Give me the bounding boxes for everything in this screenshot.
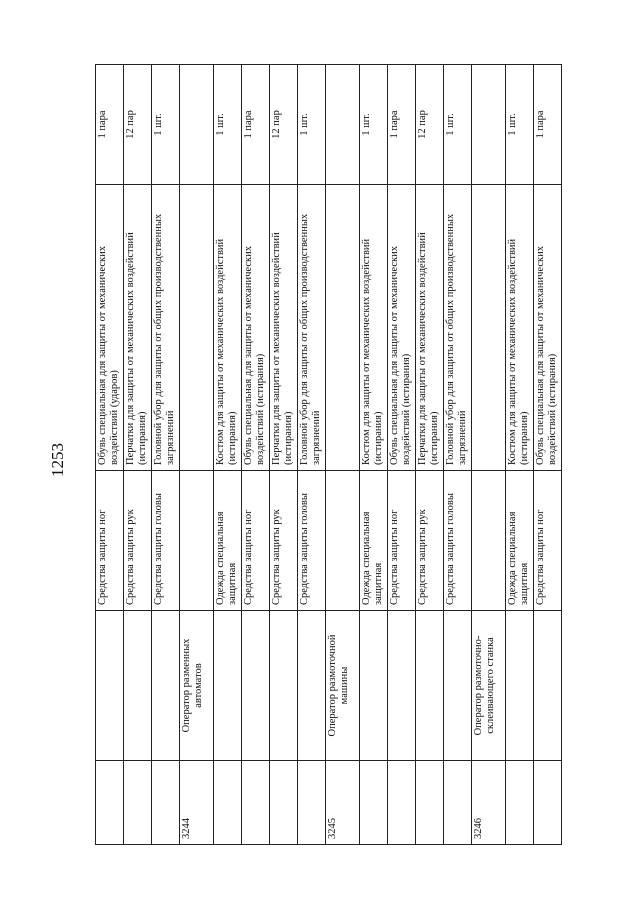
quantity-cell: 1 шт. [214, 65, 242, 185]
profession-cell [360, 611, 388, 761]
quantity-cell: 1 пара [96, 65, 124, 185]
code-cell [242, 761, 270, 845]
category-cell: Средства защиты ног [534, 471, 562, 611]
code-cell [506, 761, 534, 845]
quantity-cell: 1 шт. [360, 65, 388, 185]
item-cell [326, 185, 360, 471]
category-cell: Средства защиты рук [270, 471, 298, 611]
table-row [180, 65, 214, 845]
code-cell [388, 761, 416, 845]
quantity-cell [326, 65, 360, 185]
item-cell: Обувь специальная для защиты от механических воздействий (истирания) [534, 185, 562, 471]
item-cell: Головной убор для защиты от общих производственных загрязнений [298, 185, 326, 471]
item-cell: Обувь специальная для защиты от механических воздействий (истирания) [388, 185, 416, 471]
category-cell: Одежда специальная защитная [506, 471, 534, 611]
item-cell: Головной убор для защиты от общих производственных загрязнений [444, 185, 472, 471]
profession-cell [270, 611, 298, 761]
category-cell: Средства защиты ног [242, 471, 270, 611]
item-cell [180, 185, 214, 471]
table-row [416, 65, 444, 845]
quantity-cell [472, 65, 506, 185]
quantity-cell: 1 шт. [444, 65, 472, 185]
table-row [472, 65, 506, 845]
category-cell: Средства защиты рук [416, 471, 444, 611]
code-cell [96, 761, 124, 845]
item-cell: Перчатки для защиты от механических воздействий (истирания) [270, 185, 298, 471]
profession-cell [444, 611, 472, 761]
category-cell: Одежда специальная защитная [360, 471, 388, 611]
code-cell [270, 761, 298, 845]
table-row [388, 65, 416, 845]
category-cell: Одежда специальная защитная [214, 471, 242, 611]
profession-cell [96, 611, 124, 761]
item-cell: Костюм для защиты от механических воздействий (истирания) [506, 185, 534, 471]
quantity-cell: 1 шт. [298, 65, 326, 185]
profession-cell: Оператор размоточной машины [326, 611, 360, 761]
code-cell [360, 761, 388, 845]
item-cell: Перчатки для защиты от механических воздействий (истирания) [416, 185, 444, 471]
item-cell: Костюм для защиты от механических воздействий (истирания) [214, 185, 242, 471]
table-row [96, 65, 124, 845]
category-cell: Средства защиты рук [124, 471, 152, 611]
category-cell: Средства защиты ног [388, 471, 416, 611]
code-cell [416, 761, 444, 845]
code-cell [444, 761, 472, 845]
quantity-cell: 12 пар [416, 65, 444, 185]
code-cell [124, 761, 152, 845]
table-row [214, 65, 242, 845]
profession-cell [214, 611, 242, 761]
ppe-table-container [95, 65, 565, 845]
table-row [360, 65, 388, 845]
item-cell: Перчатки для защиты от механических воздействий (истирания) [124, 185, 152, 471]
table-row [270, 65, 298, 845]
category-cell [180, 471, 214, 611]
table-row [444, 65, 472, 845]
quantity-cell: 12 пар [270, 65, 298, 185]
table-row [506, 65, 534, 845]
category-cell [326, 471, 360, 611]
category-cell: Средства защиты головы [444, 471, 472, 611]
item-cell: Обувь специальная для защиты от механических воздействий (истирания) [242, 185, 270, 471]
item-cell: Обувь специальная для защиты от механических воздействий (ударов) [96, 185, 124, 471]
code-cell [152, 761, 180, 845]
profession-cell [506, 611, 534, 761]
code-cell: 3244 [180, 761, 214, 845]
ppe-table [95, 64, 562, 845]
table-row [326, 65, 360, 845]
profession-cell [152, 611, 180, 761]
profession-cell [534, 611, 562, 761]
code-cell: 3246 [472, 761, 506, 845]
profession-cell [242, 611, 270, 761]
profession-cell [124, 611, 152, 761]
table-row [242, 65, 270, 845]
table-row [152, 65, 180, 845]
code-cell [214, 761, 242, 845]
code-cell: 3245 [326, 761, 360, 845]
table-row [298, 65, 326, 845]
ppe-table-body [96, 65, 562, 845]
page-number: 1253 [48, 443, 67, 477]
profession-cell [388, 611, 416, 761]
quantity-cell: 1 пара [534, 65, 562, 185]
code-cell [298, 761, 326, 845]
profession-cell [416, 611, 444, 761]
category-cell: Средства защиты ног [96, 471, 124, 611]
category-cell: Средства защиты головы [152, 471, 180, 611]
quantity-cell: 12 пар [124, 65, 152, 185]
category-cell [472, 471, 506, 611]
item-cell [472, 185, 506, 471]
item-cell: Головной убор для защиты от общих производственных загрязнений [152, 185, 180, 471]
quantity-cell: 1 шт. [506, 65, 534, 185]
quantity-cell [180, 65, 214, 185]
profession-cell [298, 611, 326, 761]
profession-cell: Оператор размоточно-склеивающего станка [472, 611, 506, 761]
category-cell: Средства защиты головы [298, 471, 326, 611]
quantity-cell: 1 пара [242, 65, 270, 185]
table-row [124, 65, 152, 845]
code-cell [534, 761, 562, 845]
quantity-cell: 1 шт. [152, 65, 180, 185]
quantity-cell: 1 пара [388, 65, 416, 185]
item-cell: Костюм для защиты от механических воздействий (истирания) [360, 185, 388, 471]
table-row [534, 65, 562, 845]
profession-cell: Оператор разменных автоматов [180, 611, 214, 761]
